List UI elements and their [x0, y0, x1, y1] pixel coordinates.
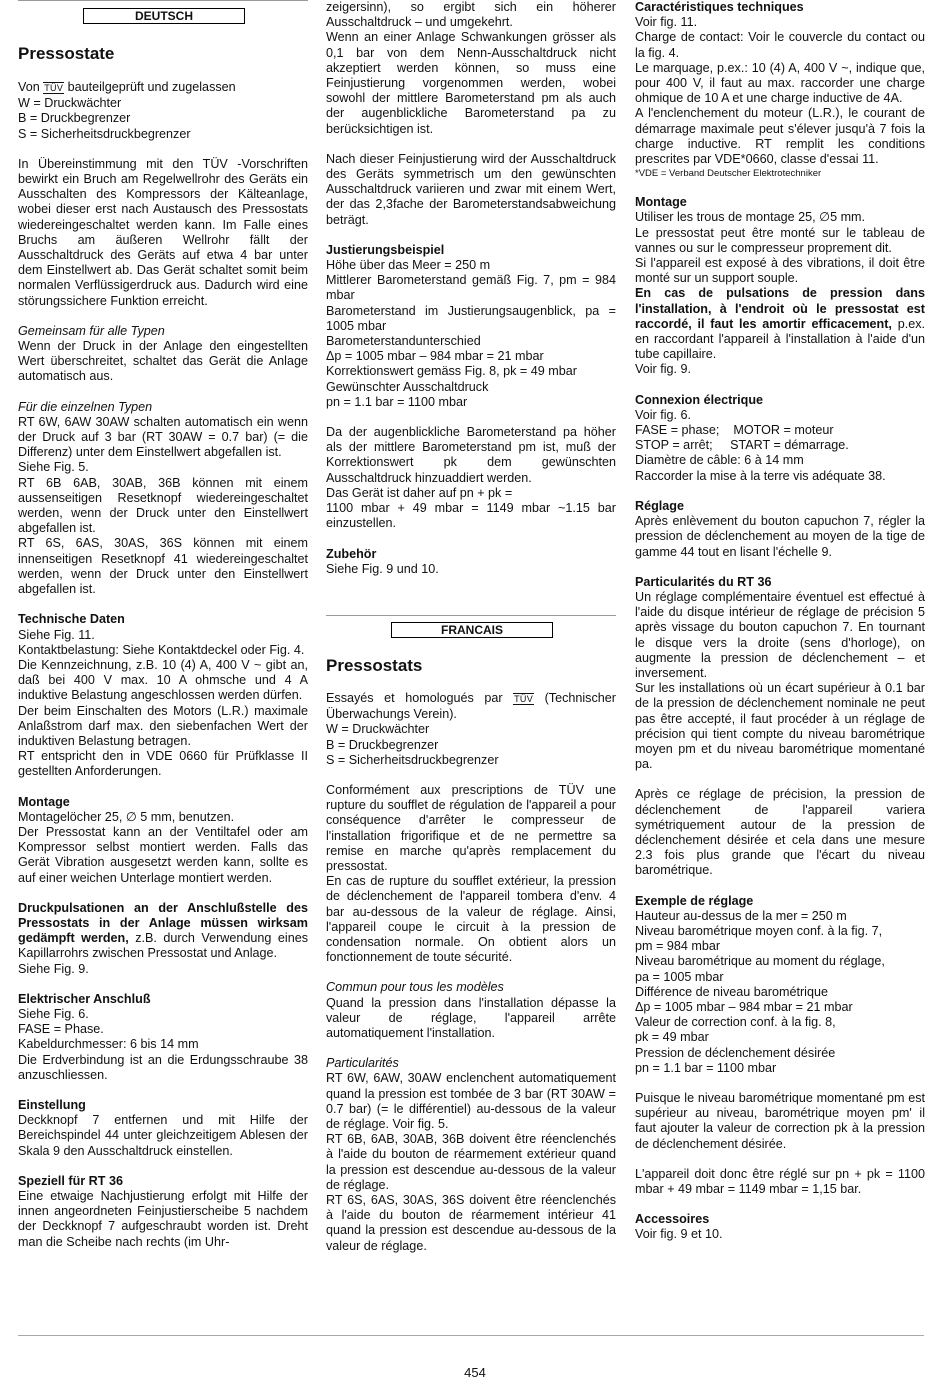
paragraph: Siehe Fig. 11.: [18, 627, 95, 642]
intro-line: Von TÜV bauteilgeprüft und zugelassen: [18, 80, 236, 94]
paragraph: Le marquage, p.ex.: 10 (4) A, 400 V ~, indique que, pour 400 V, il faut au max. raccorder une charge ohmique de 10 A et une charge inductive de 4A.: [635, 60, 925, 106]
paragraph: pa = 1005 mbar: [635, 969, 724, 984]
paragraph: Eine etwaige Nachjustierung erfolgt mit Hilfe der innen angeordneten Feinjustierscheibe 5 nachdem der Deckknopf 7 aufgeschraubt worden ist. Dreht man die Scheibe nach rechts (im Uhr-: [18, 1189, 308, 1249]
paragraph: Puisque le niveau barométrique momentané pm est supérieur au niveau, barométrique moyen pm' il faut ajouter la valeur de correction pk à la pression de déclenchement désirée.: [635, 1091, 925, 1151]
paragraph: RT 6B, 6AB, 30AB, 36B doivent être réenclenchés à l'aide du bouton de réarmement extérieur quand la pression est descendue au-dessous de la valeur de réglage.: [326, 1132, 616, 1192]
emphasis: En cas de pulsations de pression dans l'installation, à l'endroit où le pressostat est raccordé, il faut les amortir efficacement,: [635, 286, 925, 331]
text: p.ex. en raccordant l'appareil à l'installation à l'aide d'un tube capillaire.: [635, 316, 925, 362]
paragraph: In Übereinstimmung mit den TÜV -Vorschriften bewirkt ein Bruch am Regelwellrohr des Geräts ein Ausschalten des Kompressors der Kälteanlage, wobei dieser erst nach Austausch des Pressostats wiedereingeschaltet werden kann. Im Falle eines Bruchs am äußeren Wellrohr fällt der Ausschaltdruck des Geräts auf etwa 4 bar unter dem Einstellwert ab. Das Gerät schaltet somit beim normalen Verflüssigerdruck aus. Dadurch wird eine störungssichere Funktion erreicht.: [18, 156, 308, 308]
paragraph: pn = 1.1 bar = 1100 mbar: [326, 394, 468, 409]
paragraph: Nach dieser Feinjustierung wird der Ausschaltdruck des Geräts symmetrisch um den gewünschten Ausschaltdruck variieren und zwar mit einem Wert, der das 2,3fache der Barometerstandsabweichung beträgt.: [326, 151, 616, 227]
section-heading: Technische Daten: [18, 612, 125, 627]
paragraph: RT entspricht den in VDE 0660 für Prüfklasse II gestellten Anforderungen.: [18, 749, 308, 779]
paragraph: A l'enclenchement du moteur (L.R.), le courant de démarrage maximale peut s'élever jusqu'à 7 fois la charge inductive. RT remplit les conditions prescrites par VDE*0660, classe d'essai 11.: [635, 106, 925, 167]
paragraph: Valeur de correction conf. à la fig. 8,: [635, 1015, 836, 1030]
paragraph: Da der augenblickliche Barometerstand pa höher als der mittlere Barometerstand pm ist, muß der Korrektionswert pk dem gewünschten Ausschaltdruck hinzuaddiert werden.: [326, 425, 616, 485]
paragraph: Δp = 1005 mbar – 984 mbar = 21 mbar: [635, 999, 853, 1014]
section-heading: Exemple de réglage: [635, 893, 754, 908]
paragraph: Deckknopf 7 entfernen und mit Hilfe der Bereichspindel 44 unter gleichzeitigem Ablesen der Skala 9 den Ausschaltdruck einstellen.: [18, 1113, 308, 1158]
section-heading: Speziell für RT 36: [18, 1173, 123, 1188]
section-heading: Montage: [635, 195, 687, 210]
section-heading: Zubehör: [326, 546, 377, 561]
paragraph: Après enlèvement du bouton capuchon 7, régler la pression de déclenchement au moyen de la tige de gamme 44 tout en lisant l'échelle 9.: [635, 514, 925, 559]
paragraph: Conformément aux prescriptions de TÜV une rupture du soufflet de régulation de l'appareil a pour conséquence d'arrêter le compresseur de l'installation frigorifique et de ne permettre sa remise en marche qu'après remplacement du pressostat.: [326, 782, 616, 873]
intro-line: S = Sicherheitsdruckbegrenzer: [326, 752, 499, 767]
paragraph: Gewünschter Ausschaltdruck: [326, 379, 489, 394]
section-heading: Einstellung: [18, 1097, 86, 1112]
subheading: Für die einzelnen Typen: [18, 399, 153, 414]
paragraph: RT 6S, 6AS, 30AS, 36S können mit einem innenseitigen Resetknopf 41 wiedereingeschaltet werden, wenn der Druck unter den Einstellwert abgefallen ist.: [18, 536, 308, 597]
paragraph: Niveau barométrique moyen conf. à la fig. 7,: [635, 923, 883, 938]
paragraph: L'appareil doit donc être réglé sur pn + pk = 1100 mbar + 49 mbar = 1149 mbar = 1,15 bar.: [635, 1166, 925, 1197]
paragraph: RT 6W, 6AW, 30AW enclenchent automatiquement quand la pression est tombée de 3 bar (RT 30AW = 0.7 bar) (= le différentiel) au-dessous de la valeur de réglage. Voir fig. 5.: [326, 1071, 616, 1131]
intro-line: B = Druckbegrenzer: [18, 111, 131, 126]
paragraph: Höhe über das Meer = 250 m: [326, 258, 491, 273]
paragraph: 1100 mbar + 49 mbar = 1149 mbar ~1.15 bar einzustellen.: [326, 501, 616, 531]
paragraph: Niveau barométrique au moment du réglage,: [635, 954, 885, 969]
paragraph: pn = 1.1 bar = 1100 mbar: [635, 1060, 777, 1075]
intro-line: B = Druckbegrenzer: [326, 737, 439, 752]
paragraph: Die Erdverbindung ist an die Erdungsschraube 38 anzuschliessen.: [18, 1052, 308, 1082]
paragraph: Siehe Fig. 9 und 10.: [326, 561, 439, 576]
intro-line: W = Druckwächter: [326, 722, 430, 737]
doc-title: Pressostate: [18, 44, 115, 63]
paragraph: Voir fig. 9.: [635, 362, 692, 377]
section-heading: Justierungsbeispiel: [326, 242, 445, 257]
paragraph: Barometerstandunterschied: [326, 334, 481, 349]
paragraph: Le pressostat peut être monté sur le tableau de vannes ou sur le compresseur proprement dit.: [635, 225, 925, 255]
subheading: Commun pour tous les modèles: [326, 980, 504, 995]
paragraph: STOP = arrêt; START = démarrage.: [635, 438, 849, 453]
paragraph: Raccorder la mise à la terre vis adéquate 38.: [635, 468, 886, 483]
paragraph: RT 6B 6AB, 30AB, 36B können mit einem aussenseitigen Resetknopf wiedereingeschaltet werden, wenn der Druck unter den Einstellwert abgefallen ist.: [18, 475, 308, 536]
paragraph: Das Gerät ist daher auf pn + pk =: [326, 485, 513, 500]
paragraph: Diamètre de câble: 6 à 14 mm: [635, 453, 804, 468]
doc-title: Pressostats: [326, 655, 423, 675]
paragraph: Der beim Einschalten des Motors (L.R.) maximale Anlaßstrom darf max. den siebenfachen Wert der induktiven Belastung betragen.: [18, 703, 308, 748]
paragraph: Wenn der Druck in der Anlage den eingestellten Wert überschreitet, schaltet das Gerät die Anlage automatisch aus.: [18, 339, 308, 384]
section-label: DEUTSCH: [84, 9, 244, 23]
paragraph: Différence de niveau barométrique: [635, 984, 828, 999]
subheading: Gemeinsam für alle Typen: [18, 323, 165, 338]
column-french: [635, 0, 925, 1243]
paragraph: RT 6S, 6AS, 30AS, 36S doivent être réenclenchés à l'aide du bouton de réarmement intérieur 41 quand la pression est descendue au-dessous de la valeur de réglage.: [326, 1193, 616, 1253]
intro-line: W = Druckwächter: [18, 96, 122, 111]
paragraph: Quand la pression dans l'installation dépasse la valeur de réglage, l'appareil arrête automatiquement l'installation.: [326, 995, 616, 1040]
paragraph: pm = 984 mbar: [635, 939, 721, 954]
paragraph: Pression de déclenchement désirée: [635, 1045, 836, 1060]
paragraph: Charge de contact: Voir le couvercle du contact ou la fig. 4.: [635, 30, 925, 60]
section-heading: Connexion électrique: [635, 392, 764, 407]
paragraph: Mittlerer Barometerstand gemäß Fig. 7, pm = 984 mbar: [326, 273, 616, 303]
paragraph: Si l'appareil est exposé à des vibrations, il doit être monté sur un support souple.: [635, 256, 925, 286]
section-heading: Elektrischer Anschluß: [18, 991, 151, 1006]
paragraph: Siehe Fig. 5.: [18, 460, 89, 475]
text: z.B. durch Verwendung eines Kapillarrohrs zwischen Pressostat und Anlage.: [18, 931, 308, 961]
page-number: 454: [464, 1365, 486, 1380]
section-label: FRANCAIS: [392, 623, 552, 637]
paragraph: FASE = Phase.: [18, 1022, 104, 1037]
paragraph: Siehe Fig. 9.: [18, 961, 89, 976]
paragraph: Utiliser les trous de montage 25, ∅5 mm.: [635, 210, 866, 225]
paragraph: Hauteur au-dessus de la mer = 250 m: [635, 908, 847, 923]
column-german: [18, 0, 308, 1250]
subheading: Particularités: [326, 1056, 399, 1071]
paragraph: En cas de rupture du soufflet extérieur, la pression de déclenchement de l'appareil tombera d'env. 4 bar au-dessous de la valeur de réglage. Ainsi, l'appareil coupe le circuit à la pression de condensation normale. On obtient alors un fonctionnement de toute sécurité.: [326, 874, 616, 965]
section-heading: Montage: [18, 794, 70, 809]
emphasis: Druckpulsationen an der Anschlußstelle des Pressostats in der Anlage müssen wirksam gedämpft werden,: [18, 900, 308, 946]
intro-line: S = Sicherheitsdruckbegrenzer: [18, 126, 191, 141]
paragraph: Kontaktbelastung: Siehe Kontaktdeckel oder Fig. 4.: [18, 642, 305, 657]
paragraph: Korrektionswert gemäss Fig. 8, pk = 49 mbar: [326, 364, 577, 379]
paragraph: [18, 901, 308, 962]
paragraph: Après ce réglage de précision, la pression de déclenchement de l'appareil variera symétriquement autour de la pression de déclenchement désirée et cela dans une mesure 2.3 fois plus grande que l'écart du niveau barométrique.: [635, 787, 925, 878]
paragraph: Barometerstand im Justierungsaugenblick, pa = 1005 mbar: [326, 303, 616, 333]
column-middle: [326, 0, 616, 1254]
paragraph: FASE = phase; MOTOR = moteur: [635, 423, 834, 438]
section-heading: Réglage: [635, 498, 684, 513]
paragraph: Un réglage complémentaire éventuel est effectué à l'aide du disque intérieur de réglage de précision 5 après vissage du bouton capuchon 7. En tournant le disque vers la droite (sens d'horloge), on augmente la pression de déclenchement – et inversement.: [635, 589, 925, 680]
section-header-french: [326, 615, 616, 637]
paragraph: Voir fig. 9 et 10.: [635, 1227, 723, 1242]
intro-line: Essayés et homologués par TÜV (Technischer Überwachungs Verein).: [326, 690, 616, 722]
paragraph: Kabeldurchmesser: 6 bis 14 mm: [18, 1037, 199, 1052]
section-heading: Caractéristiques techniques: [635, 0, 804, 14]
paragraph: Montagelöcher 25, ∅ 5 mm, benutzen.: [18, 809, 235, 824]
paragraph: Siehe Fig. 6.: [18, 1006, 89, 1021]
paragraph: Der Pressostat kann an der Ventiltafel oder am Kompressor selbst montiert werden. Falls das Gerät Vibration ausgesetzt werden kann, sollte es auf einer weichen Unterlage montiert werden.: [18, 824, 308, 885]
paragraph: Voir fig. 11.: [635, 15, 698, 30]
paragraph: zeigersinn), so ergibt sich ein höherer Ausschaltdruck – und umgekehrt.: [326, 0, 616, 30]
tuv-logo: TÜV: [514, 693, 534, 704]
tuv-logo: TÜV: [44, 83, 64, 93]
footer-rule: [18, 1335, 924, 1336]
paragraph: [635, 286, 925, 362]
paragraph: Sur les installations où un écart supérieur à 0.1 bar de la pression de déclenchement nominale ne peut pas être accepté, il faut procéder à un réglage de précision qui tient compte du niveau barométrique moyen pm et du niveau barométrique momentané pa.: [635, 681, 925, 772]
section-header-german: [18, 0, 308, 23]
paragraph: Voir fig. 6.: [635, 407, 692, 422]
paragraph: Δp = 1005 mbar – 984 mbar = 21 mbar: [326, 349, 544, 364]
section-heading: Particularités du RT 36: [635, 574, 772, 589]
paragraph: RT 6W, 6AW 30AW schalten automatisch ein wenn der Druck auf 3 bar (RT 30AW = 0.7 bar) (= die Differenz) unter dem Einstellwert abgefallen ist.: [18, 414, 308, 460]
footnote: *VDE = Verband Deutscher Elektrotechniker: [635, 168, 822, 180]
paragraph: pk = 49 mbar: [635, 1030, 709, 1045]
paragraph: Wenn an einer Anlage Schwankungen grösser als 0,1 bar von dem Nenn-Ausschaltdruck nicht akzeptiert werden können, so muss eine Feinjustierung vorgenommen werden, wobei sowohl der mittlere Barometerstand pm als auch der augenblickliche Barometerstand pa zu berücksichtigen ist.: [326, 30, 616, 136]
paragraph: Die Kennzeichnung, z.B. 10 (4) A, 400 V ~ gibt an, daß bei 400 V max. 10 A ohmsche und 4 A induktive Belastung angeschlossen werden dürfen.: [18, 657, 308, 703]
section-heading: Accessoires: [635, 1212, 710, 1227]
